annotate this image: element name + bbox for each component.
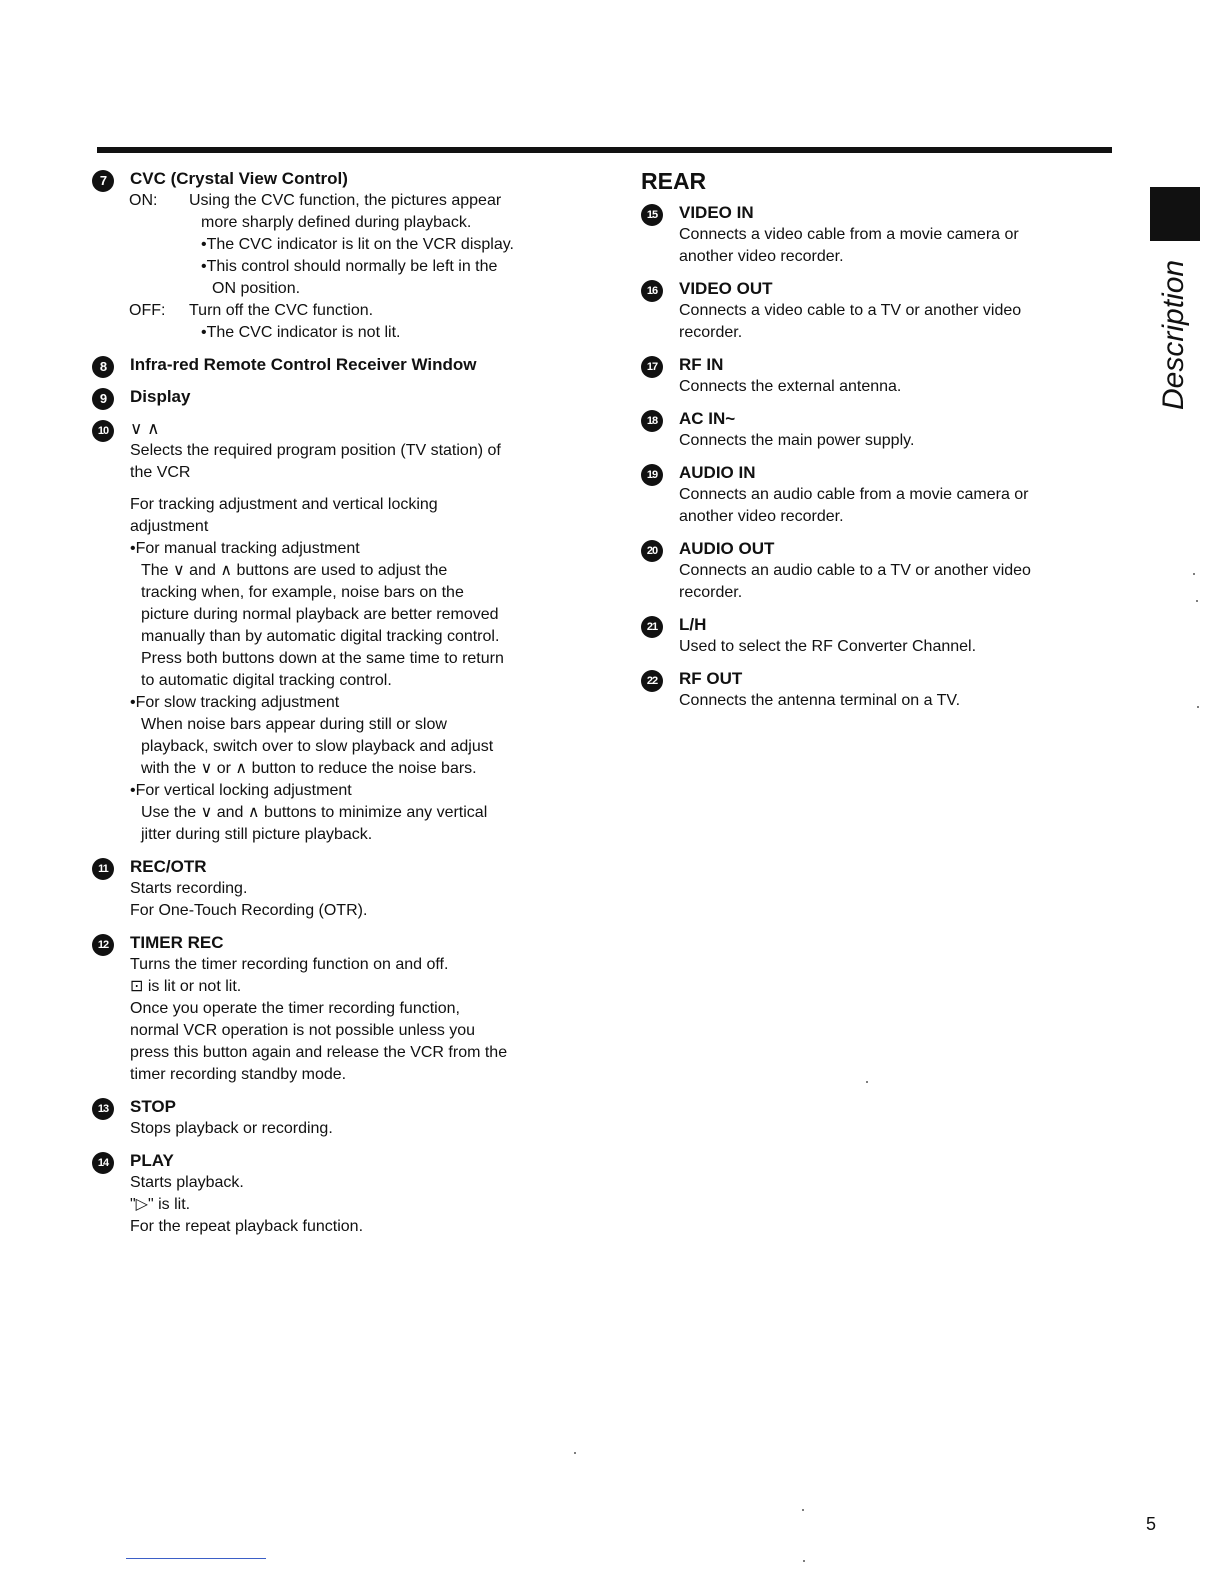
item-number-badge: 16 (641, 280, 663, 302)
entry-title: AUDIO OUT (679, 539, 775, 558)
item-number-badge: 10 (92, 420, 114, 442)
entry-l-h (641, 614, 1111, 658)
footer-rule (126, 1558, 266, 1559)
on-bullet-cont: ON position. (212, 280, 301, 297)
text-line: For tracking adjustment and vertical locking (130, 496, 438, 513)
entry-title: TIMER REC (130, 933, 224, 952)
scan-speck (803, 1560, 805, 1562)
on-label: ON: (129, 192, 158, 209)
text-line: Use the ∨ and ∧ buttons to minimize any vertical (141, 804, 488, 821)
text-line: another video recorder. (679, 248, 844, 265)
entry-play (92, 1150, 562, 1238)
page-number: 5 (1146, 1514, 1157, 1534)
text-line: Turns the timer recording function on and off. (130, 956, 449, 973)
section-heading-rear: REAR (641, 168, 707, 194)
right-column (641, 168, 1111, 722)
entry-title: RF IN (679, 355, 724, 374)
entry-infrared (92, 354, 562, 376)
text-line: with the ∨ or ∧ button to reduce the noise bars. (141, 760, 477, 777)
on-bullet: •The CVC indicator is lit on the VCR display. (201, 236, 514, 253)
entry-title: PLAY (130, 1151, 174, 1170)
text-line: timer recording standby mode. (130, 1066, 347, 1083)
entry-title: Infra-red Remote Control Receiver Window (130, 355, 477, 374)
text-line: tracking when, for example, noise bars on the (141, 584, 464, 601)
text-line: Connects an audio cable to a TV or another video (679, 562, 1031, 579)
entry-ac-in (641, 408, 1111, 452)
item-number-badge: 18 (641, 410, 663, 432)
off-label: OFF: (129, 302, 166, 319)
bullet-heading: •For manual tracking adjustment (130, 540, 360, 557)
text-line: Connects the antenna terminal on a TV. (679, 692, 961, 709)
text-line: When noise bars appear during still or slow (141, 716, 447, 733)
item-number-badge: 13 (92, 1098, 114, 1120)
item-number-badge: 19 (641, 464, 663, 486)
text-line: For One-Touch Recording (OTR). (130, 902, 368, 919)
section-tab-label: Description (1157, 259, 1190, 410)
text-line: Connects the external antenna. (679, 378, 902, 395)
on-text: Using the CVC function, the pictures appear (189, 192, 502, 209)
entry-title: RF OUT (679, 669, 743, 688)
scan-speck (1196, 600, 1198, 602)
entry-audio-out (641, 538, 1111, 604)
entry-video-out (641, 278, 1111, 344)
entry-stop (92, 1096, 562, 1140)
text-line: normal VCR operation is not possible unless you (130, 1022, 476, 1039)
bullet-heading: •For slow tracking adjustment (130, 694, 340, 711)
item-number-badge: 11 (92, 858, 114, 880)
on-text-cont: more sharply defined during playback. (201, 214, 472, 231)
item-number-badge: 20 (641, 540, 663, 562)
text-line: The ∨ and ∧ buttons are used to adjust the (141, 562, 448, 579)
scan-speck (866, 1081, 868, 1083)
on-bullet: •This control should normally be left in the (201, 258, 498, 275)
entry-rec-otr (92, 856, 562, 922)
text-line: Connects a video cable to a TV or another video (679, 302, 1022, 319)
entry-title: ∨ ∧ (130, 419, 160, 438)
text-line: recorder. (679, 584, 743, 601)
text-line: the VCR (130, 464, 191, 481)
text-line: press this button again and release the VCR from the (130, 1044, 508, 1061)
entry-title: CVC (Crystal View Control) (130, 169, 348, 188)
top-rule (97, 147, 1112, 153)
entry-title: VIDEO OUT (679, 279, 773, 298)
scan-speck (1197, 706, 1199, 708)
entry-title: STOP (130, 1097, 176, 1116)
left-column (92, 168, 562, 1248)
text-line: Once you operate the timer recording function, (130, 1000, 460, 1017)
item-number-badge: 8 (92, 356, 114, 378)
item-number-badge: 12 (92, 934, 114, 956)
scan-speck (1193, 573, 1195, 575)
off-bullet: •The CVC indicator is not lit. (201, 324, 401, 341)
entry-title: REC/OTR (130, 857, 207, 876)
text-line: "▷" is lit. (130, 1196, 191, 1213)
text-line: adjustment (130, 518, 209, 535)
text-line: manually than by automatic digital tracking control. (141, 628, 500, 645)
entry-audio-in (641, 462, 1111, 528)
item-number-badge: 14 (92, 1152, 114, 1174)
text-line: recorder. (679, 324, 743, 341)
entry-title: AUDIO IN (679, 463, 756, 482)
text-line: Connects a video cable from a movie camera or (679, 226, 1019, 243)
text-line: Starts playback. (130, 1174, 244, 1191)
entry-display (92, 386, 562, 408)
text-line: For the repeat playback function. (130, 1218, 364, 1235)
entry-timer-rec (92, 932, 562, 1086)
text-line: Connects the main power supply. (679, 432, 915, 449)
text-line: playback, switch over to slow playback and adjust (141, 738, 494, 755)
item-number-badge: 21 (641, 616, 663, 638)
bullet-heading: •For vertical locking adjustment (130, 782, 352, 799)
off-text: Turn off the CVC function. (189, 302, 374, 319)
text-line: picture during normal playback are better removed (141, 606, 499, 623)
entry-title: AC IN~ (679, 409, 736, 428)
text-line: Press both buttons down at the same time to return (141, 650, 504, 667)
scan-speck (802, 1509, 804, 1511)
text-line: jitter during still picture playback. (141, 826, 373, 843)
text-line: ⊡ is lit or not lit. (130, 978, 242, 995)
section-tab (1154, 250, 1194, 410)
entry-video-in (641, 202, 1111, 268)
entry-title: L/H (679, 615, 707, 634)
item-number-badge: 22 (641, 670, 663, 692)
text-line: Connects an audio cable from a movie camera or (679, 486, 1029, 503)
entry-title: VIDEO IN (679, 203, 754, 222)
text-line: Stops playback or recording. (130, 1120, 333, 1137)
item-number-badge: 17 (641, 356, 663, 378)
entry-rf-out (641, 668, 1111, 712)
entry-rf-in (641, 354, 1111, 398)
text-line: Starts recording. (130, 880, 248, 897)
text-line: to automatic digital tracking control. (141, 672, 392, 689)
item-number-badge: 15 (641, 204, 663, 226)
text-line: Selects the required program position (TV station) of (130, 442, 501, 459)
item-number-badge: 7 (92, 170, 114, 192)
entry-program-buttons (92, 418, 562, 846)
item-number-badge: 9 (92, 388, 114, 410)
section-marker-block (1150, 187, 1200, 241)
entry-title: Display (130, 387, 191, 406)
scan-speck (574, 1452, 576, 1454)
text-line: another video recorder. (679, 508, 844, 525)
text-line: Used to select the RF Converter Channel. (679, 638, 977, 655)
entry-cvc (92, 168, 562, 344)
